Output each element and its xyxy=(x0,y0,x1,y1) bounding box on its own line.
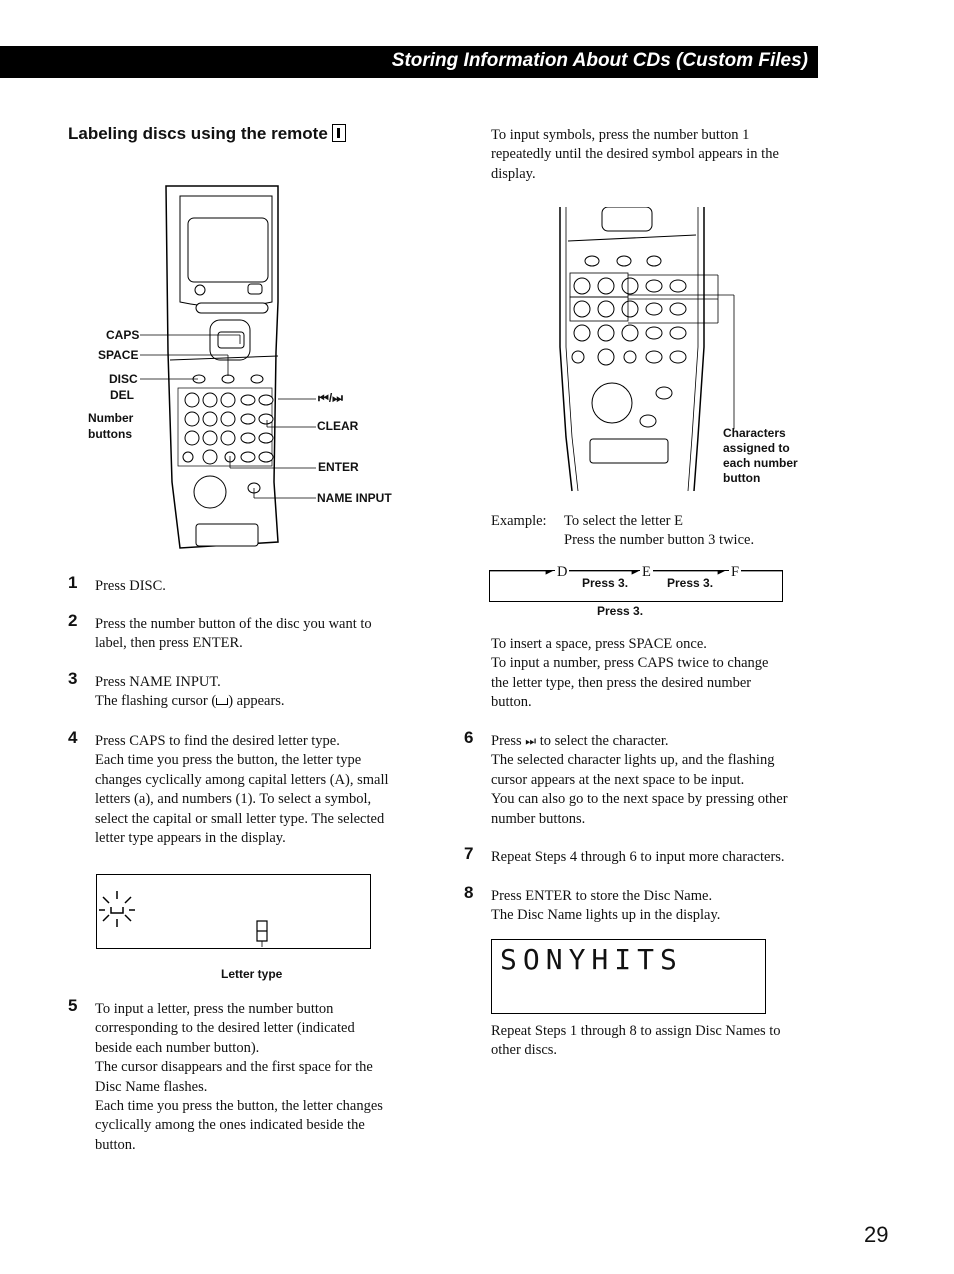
number-label: Number xyxy=(88,411,134,425)
press-label-3: Press 3. xyxy=(597,604,644,618)
example-prefix: Example: xyxy=(491,513,547,529)
step-text-part: The flashing cursor ( xyxy=(95,693,217,710)
paragraph-line: Repeat Steps 1 through 8 to assign Disc Names to xyxy=(491,1023,781,1039)
disc-name-text: SONYHITS xyxy=(500,943,683,976)
cursor-icon xyxy=(216,698,228,705)
letter-e: E xyxy=(640,563,653,582)
page-number: 29 xyxy=(864,1222,889,1247)
step-number: 8 xyxy=(464,883,474,902)
section-title xyxy=(68,124,346,144)
skip-separator: / xyxy=(328,391,333,405)
disc-name-display xyxy=(491,939,766,1014)
step-number: 4 xyxy=(68,728,78,747)
disc-label: DISC xyxy=(109,372,138,386)
letter-type-display xyxy=(96,874,371,949)
step-5 xyxy=(68,996,383,1155)
letter-type-label: Letter type xyxy=(221,967,283,981)
next-track-icon: ⏭ xyxy=(525,734,537,748)
step-text: letters (a), and numbers (1). To select a symbol, xyxy=(95,791,372,808)
caps-label: CAPS xyxy=(106,328,140,342)
example-sequence-box xyxy=(489,564,783,602)
step-text: Repeat Steps 4 through 6 to input more characters. xyxy=(491,849,785,865)
step-text: number buttons. xyxy=(491,810,586,827)
step-text: button. xyxy=(95,1136,136,1153)
step-text xyxy=(95,692,285,711)
paragraph-line: display. xyxy=(491,165,536,182)
del-label: DEL xyxy=(110,388,134,402)
step-text-part: to select the character. xyxy=(539,733,669,749)
example-line-2: Press the number button 3 twice. xyxy=(564,532,755,548)
paragraph-line: repeatedly until the desired symbol appears in the xyxy=(491,146,779,163)
step-number: 2 xyxy=(68,611,78,630)
example-line-1: To select the letter E xyxy=(564,513,683,529)
step-text: Press the number button of the disc you want to xyxy=(95,616,372,632)
space-label: SPACE xyxy=(98,348,139,362)
label-line: Characters xyxy=(723,426,786,440)
step-number: 3 xyxy=(68,669,78,688)
step-text: select the capital or small letter type. The selected xyxy=(95,810,385,827)
step-text: Press CAPS to find the desired letter type. xyxy=(95,733,340,749)
step-text-part: Press xyxy=(491,733,522,749)
step-2 xyxy=(68,611,372,654)
page-header-title: Storing Information About CDs (Custom Files) xyxy=(391,50,808,71)
step-text: The selected character lights up, and the flashing xyxy=(491,752,775,769)
step-text: Press DISC. xyxy=(95,578,166,594)
name-input-label: NAME INPUT xyxy=(317,491,392,505)
remote-icon xyxy=(332,124,346,142)
space-instructions xyxy=(491,635,768,713)
paragraph-line: To insert a space, press SPACE once. xyxy=(491,636,707,652)
step-4 xyxy=(68,728,389,848)
step-text: cyclically among the ones indicated beside the xyxy=(95,1117,365,1134)
step-text: Each time you press the button, the letter changes xyxy=(95,1098,383,1115)
flashing-cursor-icon xyxy=(99,887,139,931)
label-line: button xyxy=(723,471,761,485)
step-text: Each time you press the button, the letter type xyxy=(95,752,362,769)
label-line: each number xyxy=(723,456,798,470)
step-number: 7 xyxy=(464,844,474,863)
step-number: 1 xyxy=(68,573,78,592)
closing-text xyxy=(491,1022,781,1061)
letter-f: F xyxy=(729,563,741,582)
step-text: The Disc Name lights up in the display. xyxy=(491,907,721,924)
paragraph-line: To input a number, press CAPS twice to change xyxy=(491,655,769,672)
label-line: assigned to xyxy=(723,441,790,455)
paragraph-line: button. xyxy=(491,694,532,711)
symbols-intro xyxy=(491,126,779,184)
enter-label: ENTER xyxy=(318,460,359,474)
step-text: Press ENTER to store the Disc Name. xyxy=(491,888,713,904)
step-text: letter type appears in the display. xyxy=(95,830,286,847)
step-text: corresponding to the desired letter (indicated xyxy=(95,1020,355,1037)
buttons-label: buttons xyxy=(88,427,132,441)
step-text: changes cyclically among capital letters (A), small xyxy=(95,771,389,788)
paragraph-line: the letter type, then press the desired number xyxy=(491,674,752,691)
press-label-1: Press 3. xyxy=(582,576,629,590)
clear-label: CLEAR xyxy=(317,419,359,433)
step-text: Disc Name flashes. xyxy=(95,1078,208,1095)
step-text: beside each number button). xyxy=(95,1039,260,1056)
step-number: 5 xyxy=(68,996,78,1015)
press-label-2: Press 3. xyxy=(667,576,714,590)
step-text: The cursor disappears and the first space for the xyxy=(95,1059,373,1076)
step-text: label, then press ENTER. xyxy=(95,635,243,652)
page-header-bar xyxy=(0,46,818,78)
remote-leader-lines xyxy=(130,320,333,510)
section-title-text: Labeling discs using the remote xyxy=(68,124,328,143)
step-text-part: ) appears. xyxy=(228,693,285,710)
step-6 xyxy=(464,728,788,829)
step-number: 6 xyxy=(464,728,474,747)
step-text: cursor appears at the next space to be input. xyxy=(491,771,745,788)
letter-type-segment-icon xyxy=(253,919,273,947)
skip-label: ⏮/⏭ xyxy=(318,391,343,405)
paragraph-line: other discs. xyxy=(491,1042,558,1059)
step-text: You can also go to the next space by pressing other xyxy=(491,791,788,808)
letter-d: D xyxy=(555,563,569,582)
characters-label xyxy=(723,426,798,486)
step-3 xyxy=(68,669,285,712)
remote-closeup-illustration xyxy=(556,207,736,493)
step-1 xyxy=(68,573,166,596)
step-text: To input a letter, press the number button xyxy=(95,1001,334,1017)
step-7 xyxy=(464,844,785,867)
paragraph-line: To input symbols, press the number button 1 xyxy=(491,127,750,143)
step-text xyxy=(491,732,788,751)
step-text: Press NAME INPUT. xyxy=(95,674,221,690)
step-8 xyxy=(464,883,721,926)
